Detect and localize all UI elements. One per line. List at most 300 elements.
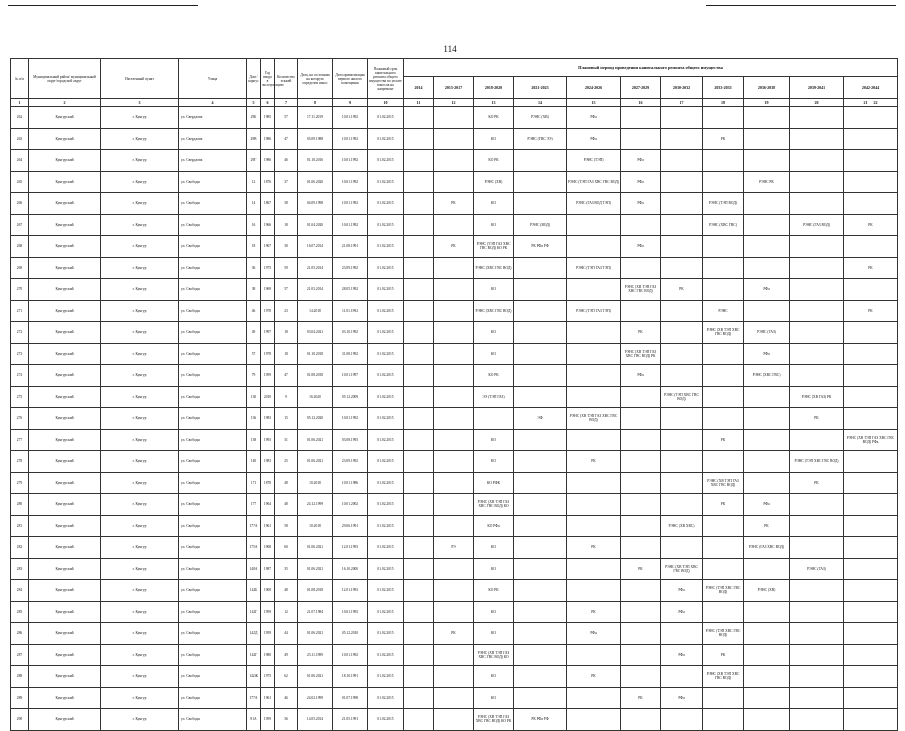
cell-street: ул. Свободы <box>179 365 247 387</box>
header-col-number: 22 <box>873 99 878 105</box>
cell-period-work <box>661 408 703 430</box>
header-col-number: 15 <box>567 99 621 107</box>
cell-period-work <box>703 279 744 301</box>
cell-period-work: РК <box>661 279 703 301</box>
table-row <box>11 558 898 580</box>
cell-period-work <box>844 150 898 172</box>
cell-period-work <box>567 558 621 580</box>
cell-period-work <box>703 408 744 430</box>
cell-period-work <box>434 214 474 236</box>
cell-house: 46 <box>247 300 261 322</box>
cell-period-work <box>744 300 790 322</box>
cell-floors: 57 <box>275 279 298 301</box>
cell-period-work <box>621 128 661 150</box>
cell-year: 1959 <box>261 365 275 387</box>
cell-settlement: г. Кунгур <box>101 429 179 451</box>
cell-settlement: г. Кунгур <box>101 236 179 258</box>
cell-period-work <box>744 709 790 731</box>
header-col-number: 21 22 <box>844 99 898 107</box>
cell-period-work: РК <box>844 300 898 322</box>
header-column-numbers <box>11 99 898 107</box>
cell-period-work <box>567 515 621 537</box>
cell-period-work <box>661 429 703 451</box>
cell-date-first: 10.01.1992 <box>333 644 368 666</box>
cell-period-work: РЭНС (ТЭП ГАЗ ХВС ГВС ВОД) КО РК <box>474 236 514 258</box>
cell-street: ул. Свободы <box>179 343 247 365</box>
cell-number: 267 <box>11 214 29 236</box>
cell-date-first: 10.01.1993 <box>333 601 368 623</box>
cell-settlement: г. Кунгур <box>101 386 179 408</box>
cell-district: Кунгурский <box>29 128 101 150</box>
cell-date-state: 24.12.1999 <box>298 494 333 516</box>
cell-year: 1975 <box>261 666 275 688</box>
cell-period-work <box>744 236 790 258</box>
table-row <box>11 687 898 709</box>
cell-date-state: 21.03.2014 <box>298 279 333 301</box>
cell-period-work <box>621 257 661 279</box>
cell-date-state: 01.06.2021 <box>298 451 333 473</box>
table-row <box>11 386 898 408</box>
cell-number: 289 <box>11 687 29 709</box>
cell-number: 284 <box>11 580 29 602</box>
cell-floors: 46 <box>275 150 298 172</box>
cell-district: Кунгурский <box>29 644 101 666</box>
cell-date-state: 01.04.2020 <box>298 214 333 236</box>
cell-period-work <box>434 279 474 301</box>
cell-period-work <box>434 343 474 365</box>
cell-period-work: РК <box>621 687 661 709</box>
cell-year: 1986 <box>261 150 275 172</box>
cell-period-work: КО РК <box>474 365 514 387</box>
cell-deadline: 01.02.2015 <box>368 537 404 559</box>
cell-period-work: КО <box>474 537 514 559</box>
cell-house: 12 <box>247 171 261 193</box>
cell-floors: 9 <box>275 386 298 408</box>
header-deadline: Плановый срок капитального ремонта общего имущества по уплате взносов на капремонт <box>368 59 404 99</box>
cell-number: 276 <box>11 408 29 430</box>
cell-date-state: 23.11.1989 <box>298 644 333 666</box>
cell-house: 36 <box>247 257 261 279</box>
cell-number: 265 <box>11 171 29 193</box>
cell-period-work <box>844 236 898 258</box>
cell-period-work <box>621 709 661 731</box>
cell-house: 177 <box>247 494 261 516</box>
cell-settlement: г. Кунгур <box>101 107 179 129</box>
table-row <box>11 408 898 430</box>
cell-period-work: РК <box>434 623 474 645</box>
cell-period-work <box>434 150 474 172</box>
cell-date-first: 10.01.1992 <box>333 171 368 193</box>
cell-district: Кунгурский <box>29 515 101 537</box>
cell-period-work <box>621 601 661 623</box>
cell-house: 16 <box>247 214 261 236</box>
cell-period-work: РЭ <box>434 537 474 559</box>
cell-period-work <box>703 171 744 193</box>
cell-period-work: ЭФ <box>514 408 567 430</box>
cell-period-work <box>434 128 474 150</box>
cell-period-work <box>567 429 621 451</box>
cell-period-work <box>514 429 567 451</box>
cell-street: ул. Свободы <box>179 171 247 193</box>
cell-period-work <box>621 515 661 537</box>
cell-period-work <box>844 107 898 129</box>
cell-house: 29Б <box>247 107 261 129</box>
cell-period-work <box>703 537 744 559</box>
cell-district: Кунгурский <box>29 558 101 580</box>
cell-date-state: 03.04.2021 <box>298 322 333 344</box>
cell-period-work <box>404 580 434 602</box>
cell-period-work <box>844 472 898 494</box>
cell-period-work <box>621 451 661 473</box>
cell-deadline: 01.02.2015 <box>368 257 404 279</box>
cell-period-work: КО <box>474 429 514 451</box>
cell-floors: 60 <box>275 537 298 559</box>
header-col-number: 10 <box>368 99 404 107</box>
cell-street: ул. Свердлова <box>179 107 247 129</box>
cell-period-work <box>844 365 898 387</box>
cell-period-work <box>434 709 474 731</box>
header-col-number: 5 <box>247 99 261 107</box>
header-col-number: 13 <box>474 99 514 107</box>
cell-period-work <box>404 279 434 301</box>
cell-date-first: 05.12.2010 <box>333 623 368 645</box>
cell-period-work <box>790 236 844 258</box>
cell-period-work: РК <box>744 515 790 537</box>
cell-deadline: 01.02.2015 <box>368 128 404 150</box>
cell-floors: 18 <box>275 214 298 236</box>
cell-period-work <box>434 515 474 537</box>
header-col-number: 14 <box>514 99 567 107</box>
cell-period-work: РЭНС (ТЭП ГАЗ ХВС ГВС ВОД) <box>567 171 621 193</box>
cell-deadline: 01.02.2015 <box>368 365 404 387</box>
cell-period-work <box>514 343 567 365</box>
cell-year: 1980 <box>261 644 275 666</box>
cell-period-work: РФа <box>661 580 703 602</box>
cell-period-work: КО <box>474 623 514 645</box>
cell-year: 1878 <box>261 472 275 494</box>
cell-street: ул. Свободы <box>179 558 247 580</box>
cell-period-work <box>621 408 661 430</box>
cell-house: 81А <box>247 709 261 731</box>
cell-number: 286 <box>11 623 29 645</box>
cell-number: 263 <box>11 128 29 150</box>
table-row <box>11 150 898 172</box>
cell-district: Кунгурский <box>29 408 101 430</box>
cell-period-work <box>514 666 567 688</box>
cell-deadline: 01.02.2015 <box>368 214 404 236</box>
cell-period-work: КО <box>474 601 514 623</box>
cell-period-work <box>790 257 844 279</box>
cell-period-work: РФа <box>621 171 661 193</box>
cell-year: 1961 <box>261 515 275 537</box>
cell-district: Кунгурский <box>29 365 101 387</box>
cell-date-state: 10.2018 <box>298 515 333 537</box>
cell-period-work <box>744 193 790 215</box>
cell-district: Кунгурский <box>29 322 101 344</box>
cell-district: Кунгурский <box>29 709 101 731</box>
cell-period-work <box>514 494 567 516</box>
cell-period-work <box>514 623 567 645</box>
cell-period-work <box>844 558 898 580</box>
cell-period-work <box>661 365 703 387</box>
table-body <box>11 107 898 731</box>
cell-deadline: 01.02.2015 <box>368 709 404 731</box>
cell-date-state: 01.06.2021 <box>298 666 333 688</box>
cell-period-work <box>434 365 474 387</box>
cell-period-work <box>404 300 434 322</box>
cell-date-first: 03.10.1992 <box>333 322 368 344</box>
cell-house: 142Б <box>247 580 261 602</box>
header-period: 2015-2017 <box>434 77 474 99</box>
cell-date-first: 31.08.1992 <box>333 343 368 365</box>
table-row <box>11 257 898 279</box>
cell-period-work: РФа <box>621 150 661 172</box>
cell-period-work: КО <box>474 193 514 215</box>
cell-period-work <box>621 429 661 451</box>
cell-period-work: КО <box>474 666 514 688</box>
cell-period-work <box>844 623 898 645</box>
cell-period-work: РЭНС (ХВС ГВС ВОД) <box>474 257 514 279</box>
cell-period-work <box>567 580 621 602</box>
cell-period-work: КО РФК <box>474 472 514 494</box>
cell-period-work: КО РК <box>474 107 514 129</box>
cell-period-work: КО РФа <box>474 515 514 537</box>
cell-period-work <box>514 515 567 537</box>
table-row <box>11 537 898 559</box>
cell-period-work <box>567 365 621 387</box>
table-row <box>11 429 898 451</box>
cell-date-first: 03.08.1993 <box>333 429 368 451</box>
cell-period-work <box>744 150 790 172</box>
cell-house: 140 <box>247 451 261 473</box>
cell-settlement: г. Кунгур <box>101 623 179 645</box>
cell-deadline: 01.02.2015 <box>368 429 404 451</box>
cell-deadline: 01.02.2015 <box>368 279 404 301</box>
cell-year: 2010 <box>261 386 275 408</box>
cell-date-state: 04.09.1998 <box>298 193 333 215</box>
cell-period-work <box>744 214 790 236</box>
cell-district: Кунгурский <box>29 601 101 623</box>
cell-period-work: РЭНС (ГАЗ ВОД ТЭП) <box>567 193 621 215</box>
cell-period-work <box>434 580 474 602</box>
cell-floors: 46 <box>275 687 298 709</box>
cell-period-work <box>621 300 661 322</box>
cell-period-work: РК <box>703 494 744 516</box>
cell-period-work <box>661 257 703 279</box>
cell-number: 266 <box>11 193 29 215</box>
cell-period-work <box>703 343 744 365</box>
cell-period-work <box>434 257 474 279</box>
cell-street: ул. Свободы <box>179 687 247 709</box>
cell-period-work: КО <box>474 214 514 236</box>
cell-period-work: КО <box>474 343 514 365</box>
table-row <box>11 472 898 494</box>
cell-deadline: 01.02.2015 <box>368 343 404 365</box>
cell-floors: 48 <box>275 580 298 602</box>
cell-period-work <box>844 322 898 344</box>
cell-street: ул. Свободы <box>179 623 247 645</box>
table-row <box>11 300 898 322</box>
cell-period-work <box>790 601 844 623</box>
cell-period-work <box>661 494 703 516</box>
cell-period-work <box>661 128 703 150</box>
cell-date-state: 01.08.2018 <box>298 580 333 602</box>
cell-year: 1975 <box>261 257 275 279</box>
cell-settlement: г. Кунгур <box>101 214 179 236</box>
cell-period-work <box>844 193 898 215</box>
cell-settlement: г. Кунгур <box>101 128 179 150</box>
cell-period-work <box>621 537 661 559</box>
table-row <box>11 644 898 666</box>
header-col-number: 18 <box>703 99 744 107</box>
cell-period-work: РФа <box>661 644 703 666</box>
cell-district: Кунгурский <box>29 687 101 709</box>
cell-date-first: 29.06.1991 <box>333 515 368 537</box>
cell-period-work: РФа <box>661 601 703 623</box>
cell-date-state: 01.08.2018 <box>298 365 333 387</box>
table-row <box>11 601 898 623</box>
cell-deadline: 01.02.2015 <box>368 150 404 172</box>
header-period: 2024-2026 <box>567 77 621 99</box>
table-row <box>11 279 898 301</box>
cell-street: ул. Свободы <box>179 386 247 408</box>
cell-period-work <box>790 623 844 645</box>
cell-period-work <box>404 193 434 215</box>
cell-period-work <box>844 601 898 623</box>
cell-date-state: 10.2018 <box>298 472 333 494</box>
cell-settlement: г. Кунгур <box>101 644 179 666</box>
cell-period-work: РЭНС РК <box>744 171 790 193</box>
cell-house: 142Г <box>247 644 261 666</box>
cell-period-work <box>404 257 434 279</box>
cell-period-work: РЭНС (ХВ) <box>514 107 567 129</box>
cell-period-work <box>703 257 744 279</box>
header-col-number: 8 <box>298 99 333 107</box>
cell-period-work <box>567 279 621 301</box>
cell-deadline: 01.02.2015 <box>368 687 404 709</box>
cell-period-work <box>514 601 567 623</box>
cell-period-work <box>514 537 567 559</box>
cell-period-work <box>790 150 844 172</box>
cell-period-work <box>621 107 661 129</box>
cell-period-work <box>744 666 790 688</box>
cell-number: 283 <box>11 558 29 580</box>
cell-period-work: РФа <box>744 494 790 516</box>
cell-year: 1876 <box>261 171 275 193</box>
cell-floors: 47 <box>275 128 298 150</box>
cell-period-work: РЭНС (ХВ ТЭП ГАЗ ХВС ГВС ВОД) КО <box>474 644 514 666</box>
cell-period-work <box>434 429 474 451</box>
cell-floors: 58 <box>275 515 298 537</box>
cell-period-work: РК <box>844 257 898 279</box>
cell-period-work <box>567 236 621 258</box>
cell-period-work <box>744 257 790 279</box>
cell-deadline: 01.02.2015 <box>368 451 404 473</box>
cell-period-work <box>844 687 898 709</box>
cell-period-work <box>744 386 790 408</box>
cell-street: ул. Свободы <box>179 472 247 494</box>
cell-period-work <box>844 644 898 666</box>
cell-period-work <box>703 107 744 129</box>
cell-date-first: 10.01.1992 <box>333 193 368 215</box>
cell-period-work <box>514 365 567 387</box>
cell-year: 1867 <box>261 193 275 215</box>
cell-street: ул. Свободы <box>179 644 247 666</box>
cell-period-work <box>844 537 898 559</box>
cell-period-work: КО <box>474 128 514 150</box>
cell-floors: 31 <box>275 429 298 451</box>
cell-period-work <box>404 515 434 537</box>
cell-period-work <box>404 150 434 172</box>
cell-period-work <box>661 300 703 322</box>
cell-period-work <box>404 537 434 559</box>
cell-period-work: РЭНС (ГАЗ ХВС ВОД) <box>744 537 790 559</box>
cell-date-state: 21.05.2014 <box>298 257 333 279</box>
cell-district: Кунгурский <box>29 107 101 129</box>
cell-street: ул. Свободы <box>179 494 247 516</box>
cell-period-work <box>434 601 474 623</box>
cell-date-state: 16.07.2014 <box>298 236 333 258</box>
cell-period-work <box>621 666 661 688</box>
cell-period-work <box>434 644 474 666</box>
cell-period-work <box>514 451 567 473</box>
cell-period-work: РЭНС (ХВ ГАЗ) РК <box>790 386 844 408</box>
cell-date-first: 10.01.1992 <box>333 408 368 430</box>
header-period: 2042-2044 <box>844 77 898 99</box>
header-period: 2018-2020 <box>474 77 514 99</box>
cell-year: 1997 <box>261 322 275 344</box>
cell-settlement: г. Кунгур <box>101 515 179 537</box>
cell-date-first: 10.01.1992 <box>333 128 368 150</box>
cell-period-work <box>661 666 703 688</box>
cell-period-work <box>434 687 474 709</box>
cell-period-work <box>434 386 474 408</box>
cell-period-work <box>844 128 898 150</box>
cell-period-work <box>621 580 661 602</box>
cell-house: 38 <box>247 279 261 301</box>
cell-period-work: РЭНС (ХВ ТЭП ХВС ГВС ВОД) <box>703 322 744 344</box>
cell-deadline: 01.02.2015 <box>368 472 404 494</box>
header-period: 2014 <box>404 77 434 99</box>
cell-period-work <box>844 451 898 473</box>
cell-period-work <box>404 709 434 731</box>
cell-period-work: РЭНС (ВОД) <box>514 214 567 236</box>
cell-period-work: КО РК <box>474 150 514 172</box>
cell-period-work <box>744 687 790 709</box>
cell-period-work: РЭНС (ХВС ГВС ВОД) <box>474 300 514 322</box>
cell-period-work: РК <box>434 193 474 215</box>
cell-street: ул. Свободы <box>179 429 247 451</box>
header-street: Улица <box>179 59 247 99</box>
cell-period-work: РФа <box>621 236 661 258</box>
cell-house: 18 <box>247 236 261 258</box>
cell-district: Кунгурский <box>29 386 101 408</box>
cell-date-first: 10.01.1992 <box>333 150 368 172</box>
cell-street: ул. Свободы <box>179 257 247 279</box>
cell-number: 290 <box>11 709 29 731</box>
cell-settlement: г. Кунгур <box>101 580 179 602</box>
cell-floors: 25 <box>275 451 298 473</box>
cell-floors: 35 <box>275 558 298 580</box>
cell-period-work <box>790 343 844 365</box>
cell-period-work <box>661 343 703 365</box>
cell-period-work <box>434 494 474 516</box>
table-row <box>11 128 898 150</box>
header-period: 2030-2032 <box>661 77 703 99</box>
cell-period-work <box>790 279 844 301</box>
cell-period-work <box>514 150 567 172</box>
cell-date-first: 10.01.1992 <box>333 107 368 129</box>
